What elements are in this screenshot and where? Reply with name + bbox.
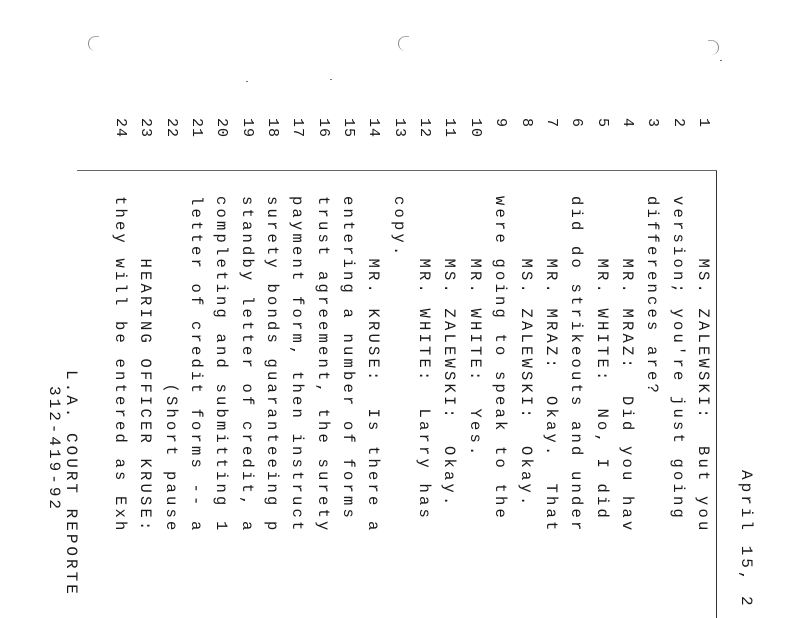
transcript-line: version; you're just going	[668, 196, 687, 522]
line-number: 4	[618, 118, 636, 129]
transcript-line: payment form, then instruct	[288, 196, 307, 534]
line-number: 3	[644, 118, 662, 129]
transcript-line: completing and submitting 1	[212, 196, 231, 534]
transcript-line: MS. ZALEWSKI: But you	[694, 196, 712, 534]
line-number: 5	[593, 118, 611, 129]
line-number: 9	[492, 118, 510, 129]
line-number: 20	[213, 118, 231, 139]
transcript-line: MR. WHITE: No, I did	[592, 196, 611, 522]
transcript-line: MS. ZALEWSKI: Okay.	[516, 196, 535, 509]
line-number: 10	[466, 118, 484, 139]
line-number: 1	[695, 118, 712, 129]
transcript-line: standby letter of credit, a	[237, 196, 256, 534]
line-number: 6	[568, 118, 586, 129]
transcript-line: MR. WHITE: Larry has	[415, 196, 434, 522]
bottom-border-rule	[77, 170, 717, 171]
line-number: 7	[542, 118, 560, 129]
transcript-line: MR. WHITE: Yes.	[465, 196, 484, 459]
line-number: 12	[416, 118, 434, 139]
transcript-line: letter of credit forms -- a	[187, 196, 205, 534]
line-number: 11	[441, 118, 459, 139]
line-number: 14	[365, 118, 383, 139]
transcript-line: differences are?	[643, 196, 662, 397]
transcript-line: were going to speak to the	[491, 196, 510, 522]
line-number: 19	[238, 118, 256, 139]
transcript-line: entering a number of forms	[339, 196, 358, 522]
line-number: 8	[517, 118, 535, 129]
line-number: 23	[137, 118, 155, 139]
transcript-line: surety bonds guaranteeing p	[263, 196, 282, 534]
line-number: 15	[340, 118, 358, 139]
line-number: 2	[669, 118, 687, 129]
transcript-line: MS. ZALEWSKI: Okay.	[440, 196, 459, 509]
transcript-line: did do strikeouts and under	[567, 196, 586, 534]
line-number: 24	[111, 118, 129, 139]
line-number: 18	[264, 118, 282, 139]
transcript-line: they will be entered as Exh	[110, 196, 129, 534]
line-number: 21	[188, 118, 205, 139]
line-number: 17	[289, 118, 307, 139]
court-reporter-phone: 312-419-92	[45, 386, 63, 513]
line-number: 22	[162, 118, 180, 139]
transcript-line: (Short pause	[161, 196, 180, 534]
line-number: 16	[314, 118, 332, 139]
transcript-line: trust agreement, the surety	[313, 196, 332, 534]
transcript-line: HEARING OFFICER KRUSE:	[136, 196, 155, 534]
transcript-line: MR. MRAZ: Okay. That	[541, 196, 560, 534]
line-number: 13	[390, 118, 408, 139]
transcript-line: copy.	[389, 196, 408, 259]
transcript-line: MR. KRUSE: Is there a	[364, 196, 383, 534]
court-reporter-name: L.A. COURT REPORTE	[62, 370, 80, 597]
rotated-transcript	[45, 0, 755, 618]
transcript-date-header: April 15, 2	[737, 470, 755, 609]
transcript-line: MR. MRAZ: Did you hav	[617, 196, 636, 534]
left-margin-rule	[716, 170, 717, 618]
